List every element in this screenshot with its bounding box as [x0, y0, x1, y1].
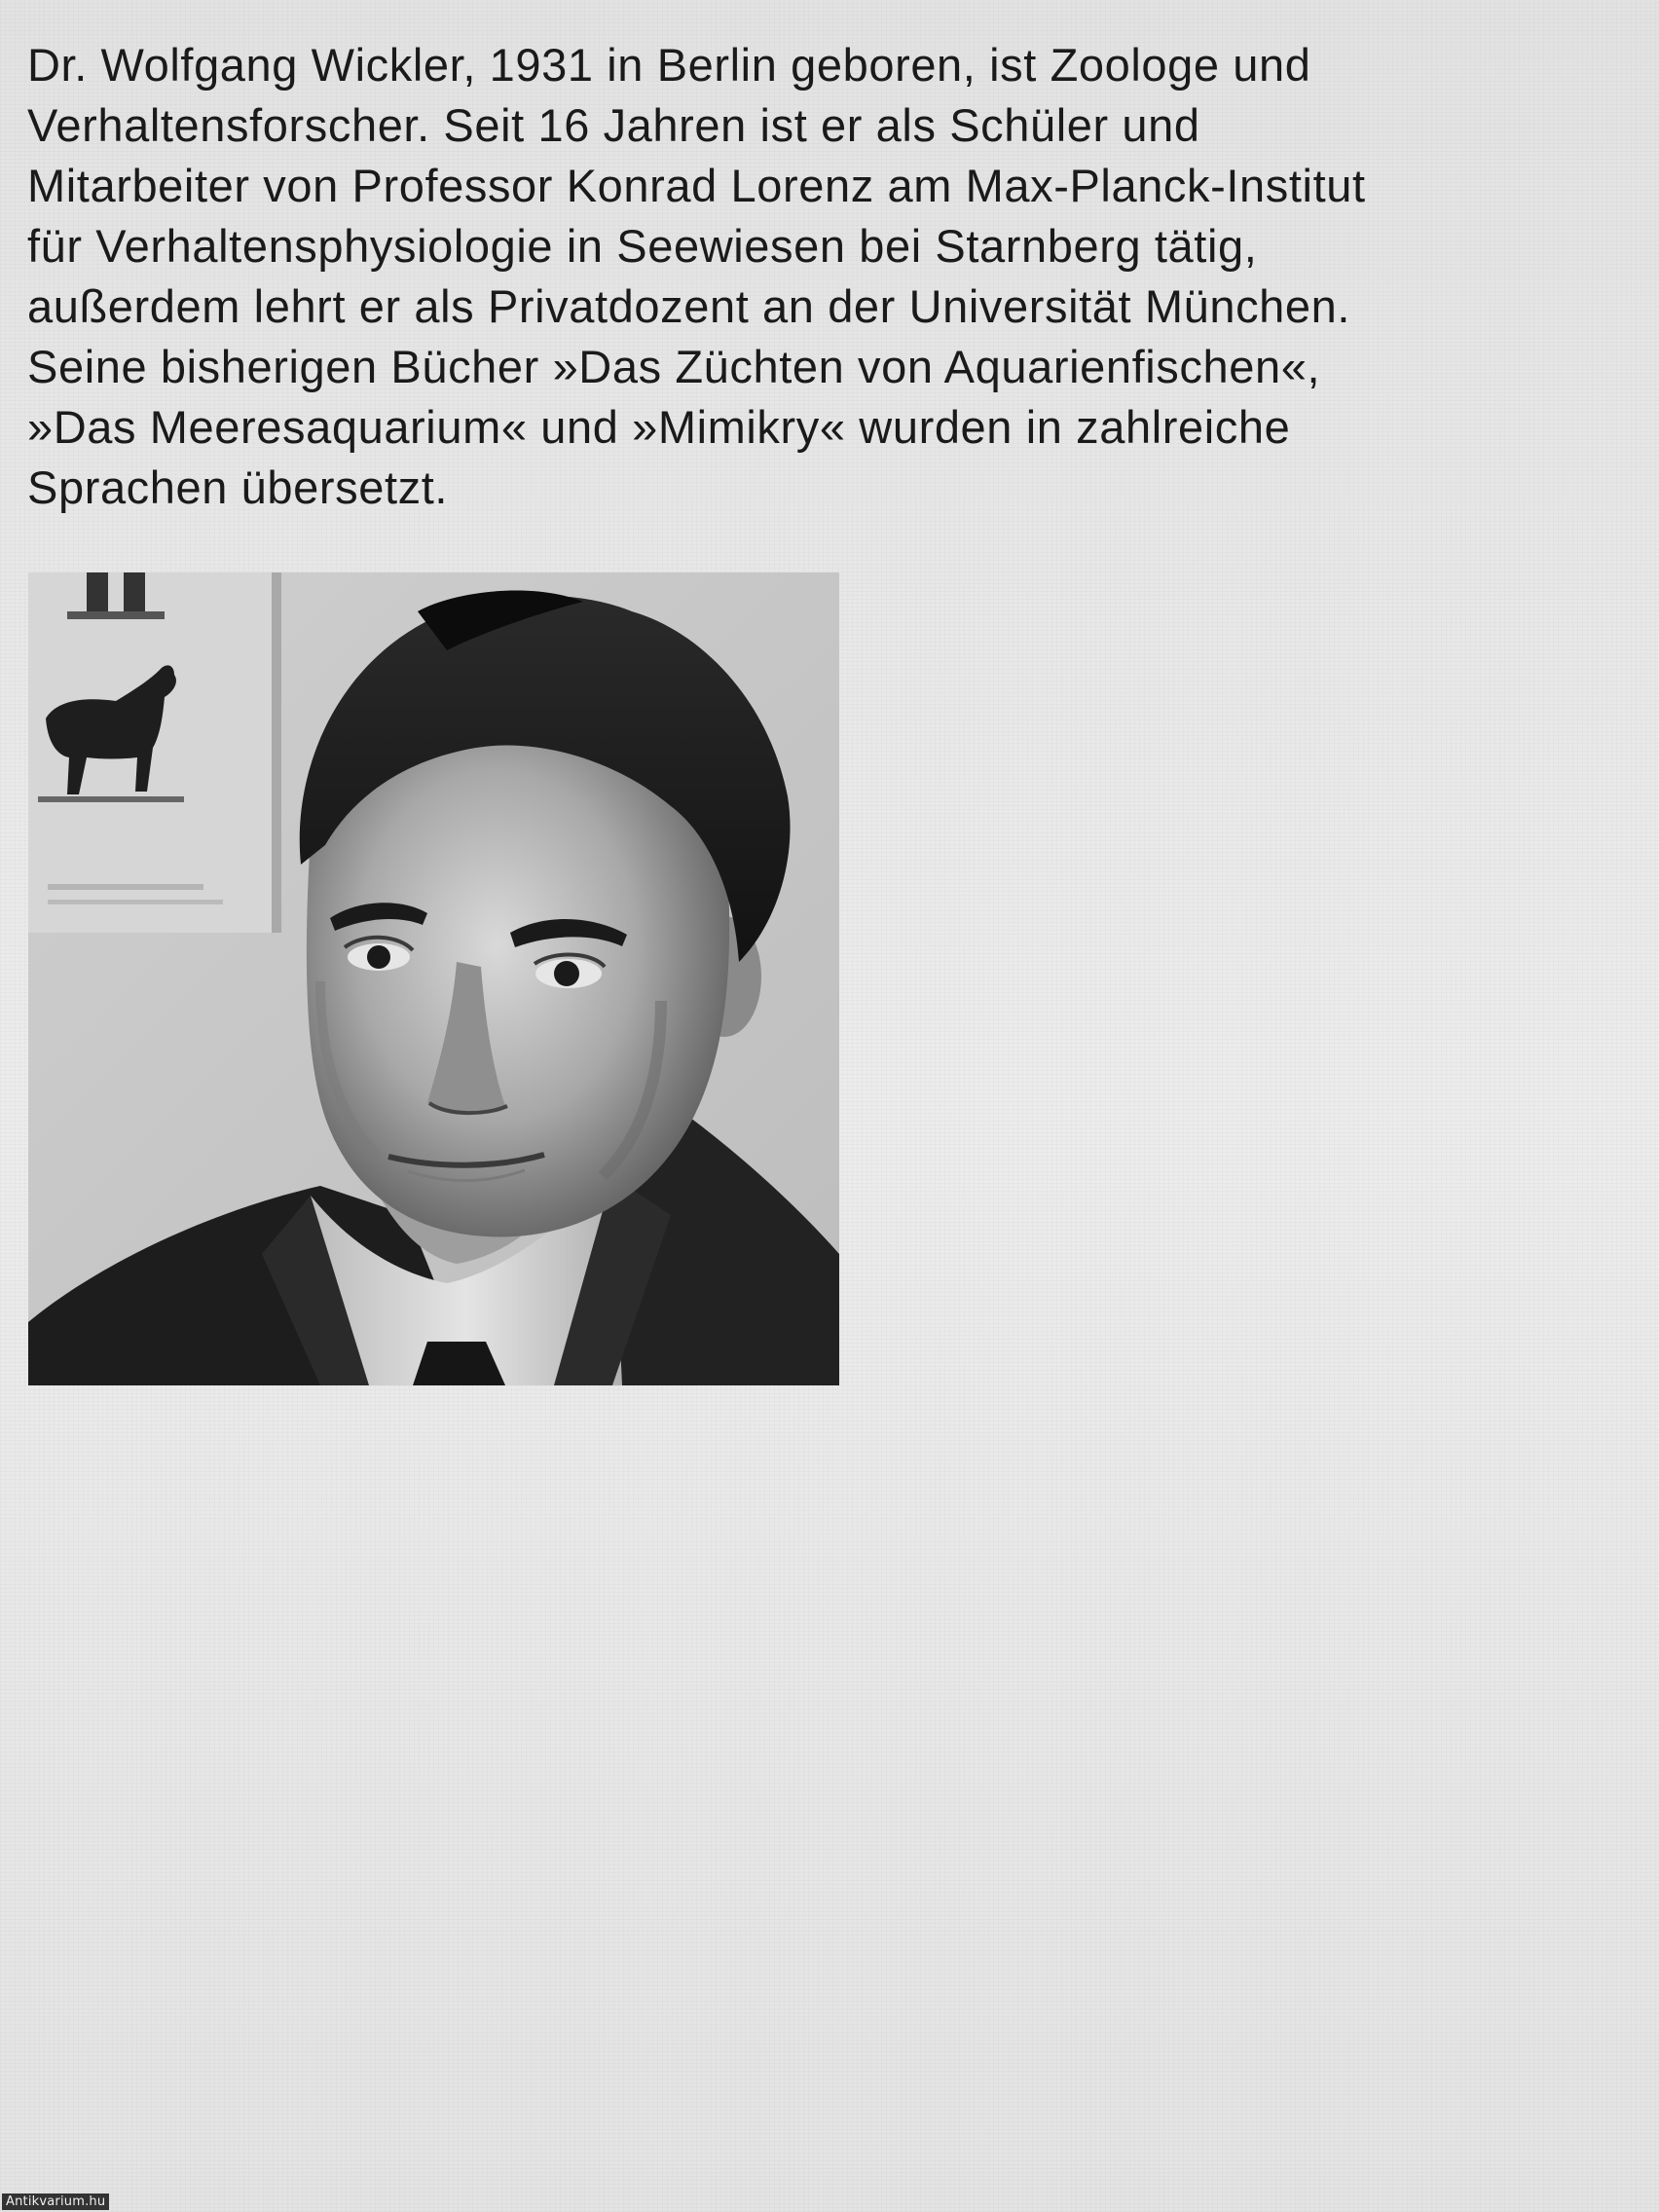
bio-line-3: Mitarbeiter von Professor Konrad Lorenz am Max-Planck-Institut — [27, 160, 1366, 211]
bio-line-7: »Das Meeresaquarium« und »Mimikry« wurden in zahlreiche — [27, 401, 1291, 453]
bio-line-1: Dr. Wolfgang Wickler, 1931 in Berlin geboren, ist Zoologe und — [27, 39, 1311, 91]
watermark-label: Antikvarium.hu — [2, 2194, 109, 2210]
bio-line-8: Sprachen übersetzt. — [27, 461, 449, 513]
bio-line-5: außerdem lehrt er als Privatdozent an der Universität München. — [27, 280, 1351, 332]
bio-line-6: Seine bisherigen Bücher »Das Züchten von Aquarienfischen«, — [27, 341, 1321, 392]
portrait-illustration — [28, 572, 839, 1385]
bio-line-4: für Verhaltensphysiologie in Seewiesen bei Starnberg tätig, — [27, 220, 1258, 272]
author-biography — [27, 35, 1634, 518]
bio-line-2: Verhaltensforscher. Seit 16 Jahren ist er als Schüler und — [27, 99, 1200, 151]
author-portrait-photo — [28, 572, 839, 1385]
